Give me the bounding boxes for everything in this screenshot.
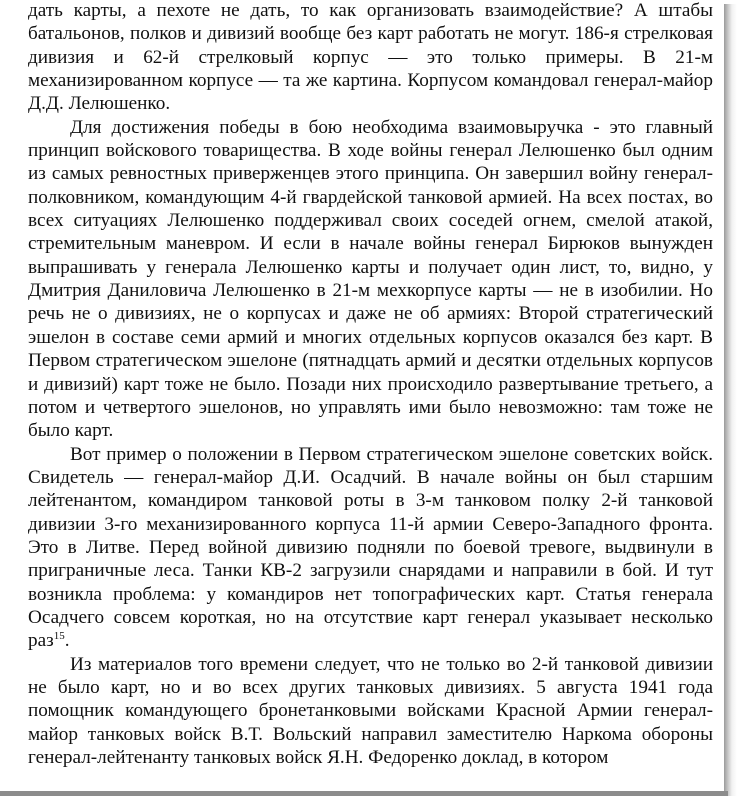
- document-body: [28, 0, 713, 769]
- paragraph-4: Из материалов того времени следует, что не только во 2-й танковой дивизии не было карт, но и во всех других танковых дивизиях. 5 августа 1941 года помощник командующего бронетанковыми войсками Красной Армии генерал-майор танковых войск В.Т. Вольский направил заместителю Наркома обороны генерал-лейтенанту танковых войск Я.Н. Федоренко доклад, в котором: [28, 653, 713, 768]
- paragraph-1: дать карты, а пехоте не дать, то как организовать взаимодействие? А штабы батальонов, полков и дивизий вообще без карт работать не могут. 186-я стрелковая дивизия и 62-й стрелковый корпус — это только примеры. В 21-м механизированном корпусе — та же картина. Корпусом командовал генерал-майор Д.Д. Лелюшенко.: [28, 0, 713, 115]
- footnote-ref-15[interactable]: 15: [53, 630, 65, 643]
- paragraph-3-text: Вот пример о положении в Первом стратегическом эшелоне советских войск. Свидетель — генерал-майор Д.И. Осадчий. В начале войны он был старшим лейтенантом, командиром танковой роты в 3-м танковом полку 2-й танковой дивизии 3-го механизированного корпуса 11-й армии Северо-Западного фронта. Это в Литве. Перед войной дивизию подняли по боевой тревоге, выдвинули в приграничные леса. Танки КВ-2 загрузили снарядами и направили в бой. И тут возникла проблема: у командиров нет топографических карт. Статья генерала Осадчего совсем короткая, но на отсутствие карт генерал указывает несколько раз: [28, 443, 713, 652]
- page-shadow-bottom: [0, 791, 728, 796]
- paragraph-3-end: .: [64, 630, 70, 652]
- paragraph-2: Для достижения победы в бою необходима взаимовыручка - это главный принцип войскового товарищества. В ходе войны генерал Лелюшенко был одним из самых ревностных приверженцев этого принципа. Он завершил войну генерал-полковником, командующим 4-й гвардейской танковой армией. На всех постах, во всех ситуациях Лелюшенко поддерживал своих соседей огнем, смелой атакой, стремительным маневром. И если в начале войны генерал Бирюков вынужден выпрашивать у генерала Лелюшенко карты и получает один лист, то, видно, у Дмитрия Даниловича Лелюшенко в 21-м мехкорпусе карты — не в изобилии. Но речь не о дивизиях, не о корпусах и даже не об армиях: Второй стратегический эшелон в составе семи армий и многих отдельных корпусов оказался без карт. В Первом стратегическом эшелоне (пятнадцать армий и десятки отдельных корпусов и дивизий) карт тоже не было. Позади них происходило развертывание третьего, а потом и четвертого эшелонов, но управлять ими было невозможно: там тоже не было карт.: [28, 116, 713, 442]
- paragraph-3: [28, 443, 713, 653]
- page-shadow-right: [724, 4, 737, 796]
